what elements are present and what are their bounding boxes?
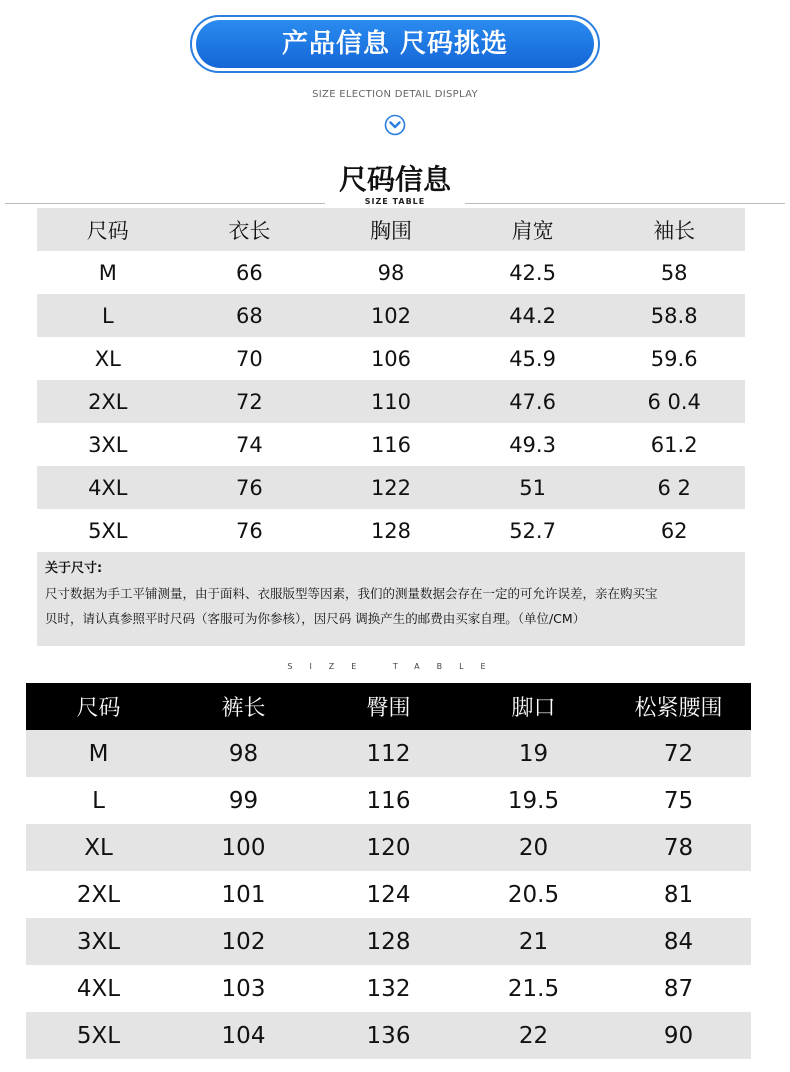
table-cell: 98 [377,260,405,285]
table-cell: 104 [171,1012,316,1059]
table-row [37,294,745,337]
table-row [37,337,745,380]
header-cell: 尺码 [37,208,179,251]
table-cell: 76 [179,466,321,509]
section-subtitle: SIZE TABLE [364,197,426,206]
table-cell: 87 [663,975,694,1002]
table-cell: 101 [221,881,266,908]
table-cell: 6 0.4 [603,380,745,423]
table-cell: 122 [320,466,462,509]
table-row [37,509,745,552]
table-row [26,965,751,1012]
table-cell: 5XL [26,1012,171,1059]
table-cell: 84 [606,918,751,965]
table-cell: 120 [316,824,461,871]
table-row [26,824,751,871]
banner-subtitle: SIZE ELECTION DETAIL DISPLAY [312,89,478,100]
table-cell: XL [26,824,171,871]
table-row [37,380,745,423]
table-cell: 128 [370,518,412,543]
table-row [26,918,751,965]
table-cell: 110 [320,380,462,423]
table-cell: 90 [606,1012,751,1059]
table-cell: 66 [236,260,263,285]
top-size-table [37,208,745,552]
header-cell: 袖长 [603,208,745,251]
table-cell: 58.8 [603,294,745,337]
table-cell: XL [94,346,121,371]
table-header-row [37,208,745,251]
table-cell: 70 [236,346,263,371]
table-cell: L [37,294,179,337]
table-cell: 2XL [37,380,179,423]
table-cell: 98 [171,730,316,777]
table-cell: 72 [606,730,751,777]
table-cell: 51 [462,466,604,509]
header-cell: 尺码 [26,683,171,730]
notes-line: 贝时，请认真参照平时尺码（客服可为你参核），因尺码 调换产生的邮费由买家自理。（单位/CM） [45,611,586,626]
table-cell: 112 [316,730,461,777]
table-cell: 47.6 [462,380,604,423]
table-cell: 124 [366,881,411,908]
header-cell: 胸围 [320,208,462,251]
table-cell: 72 [179,380,321,423]
table-header-row [26,683,751,730]
table-cell: 4XL [37,466,179,509]
table-cell: 62 [660,518,688,543]
table-cell: 20.5 [507,881,560,908]
table-cell: 3XL [26,918,171,965]
table-cell: 75 [663,787,694,814]
table-row [37,251,745,294]
table-cell: 78 [606,824,751,871]
table-cell: 132 [366,975,411,1002]
table-cell: 20 [461,824,606,871]
bottom-table-caption: SIZE TABLE [287,662,503,671]
table-row [26,777,751,824]
table-cell: 49.3 [509,432,556,457]
table-cell: 116 [366,787,411,814]
table-cell: 58 [660,260,688,285]
table-cell: 21 [461,918,606,965]
table-cell: 45.9 [509,346,556,371]
table-cell: 19.5 [507,787,560,814]
table-cell: 6 2 [603,466,745,509]
table-cell: 102 [320,294,462,337]
table-row [26,1012,751,1059]
table-cell: 52.7 [509,518,556,543]
table-cell: 136 [316,1012,461,1059]
table-cell: 103 [221,975,266,1002]
size-notes [37,552,745,646]
table-cell: 2XL [76,881,121,908]
header-cell: 松紧腰围 [606,683,751,730]
table-cell: 21.5 [507,975,560,1002]
table-cell: 3XL [88,432,128,457]
table-cell: 99 [228,787,259,814]
table-row [37,423,745,466]
table-cell: 106 [370,346,412,371]
table-cell: 76 [236,518,263,543]
table-row [26,871,751,918]
header-cell: 肩宽 [462,208,604,251]
table-cell: 128 [316,918,461,965]
table-cell: L [92,787,105,814]
table-cell: 44.2 [462,294,604,337]
table-cell: M [98,260,117,285]
header-cell: 臀围 [316,683,461,730]
table-cell: 22 [461,1012,606,1059]
table-row [37,466,745,509]
table-cell: 4XL [76,975,121,1002]
header-cell: 裤长 [171,683,316,730]
notes-line: 尺寸数据为手工平铺测量，由于面料、衣服版型等因素，我们的测量数据会存在一定的可允许误差，亲在购买宝 [45,586,658,601]
header-cell: 脚口 [461,683,606,730]
bottom-size-table [26,683,751,1059]
table-cell: 116 [370,432,412,457]
table-cell: 102 [171,918,316,965]
table-cell: 68 [179,294,321,337]
table-cell: 81 [663,881,694,908]
table-row [26,730,751,777]
notes-title: 关于尺寸: [45,561,103,576]
table-cell: 42.5 [509,260,556,285]
table-cell: 74 [236,432,263,457]
table-cell: 59.6 [650,346,698,371]
chevron-down-circle-icon [384,114,406,136]
table-cell: M [26,730,171,777]
table-cell: 5XL [88,518,128,543]
table-cell: 100 [171,824,316,871]
section-title: 尺码信息 [338,163,451,196]
table-cell: 19 [461,730,606,777]
banner-title: 产品信息 尺码挑选 [196,20,594,68]
table-cell: 61.2 [650,432,698,457]
header-cell: 衣长 [179,208,321,251]
